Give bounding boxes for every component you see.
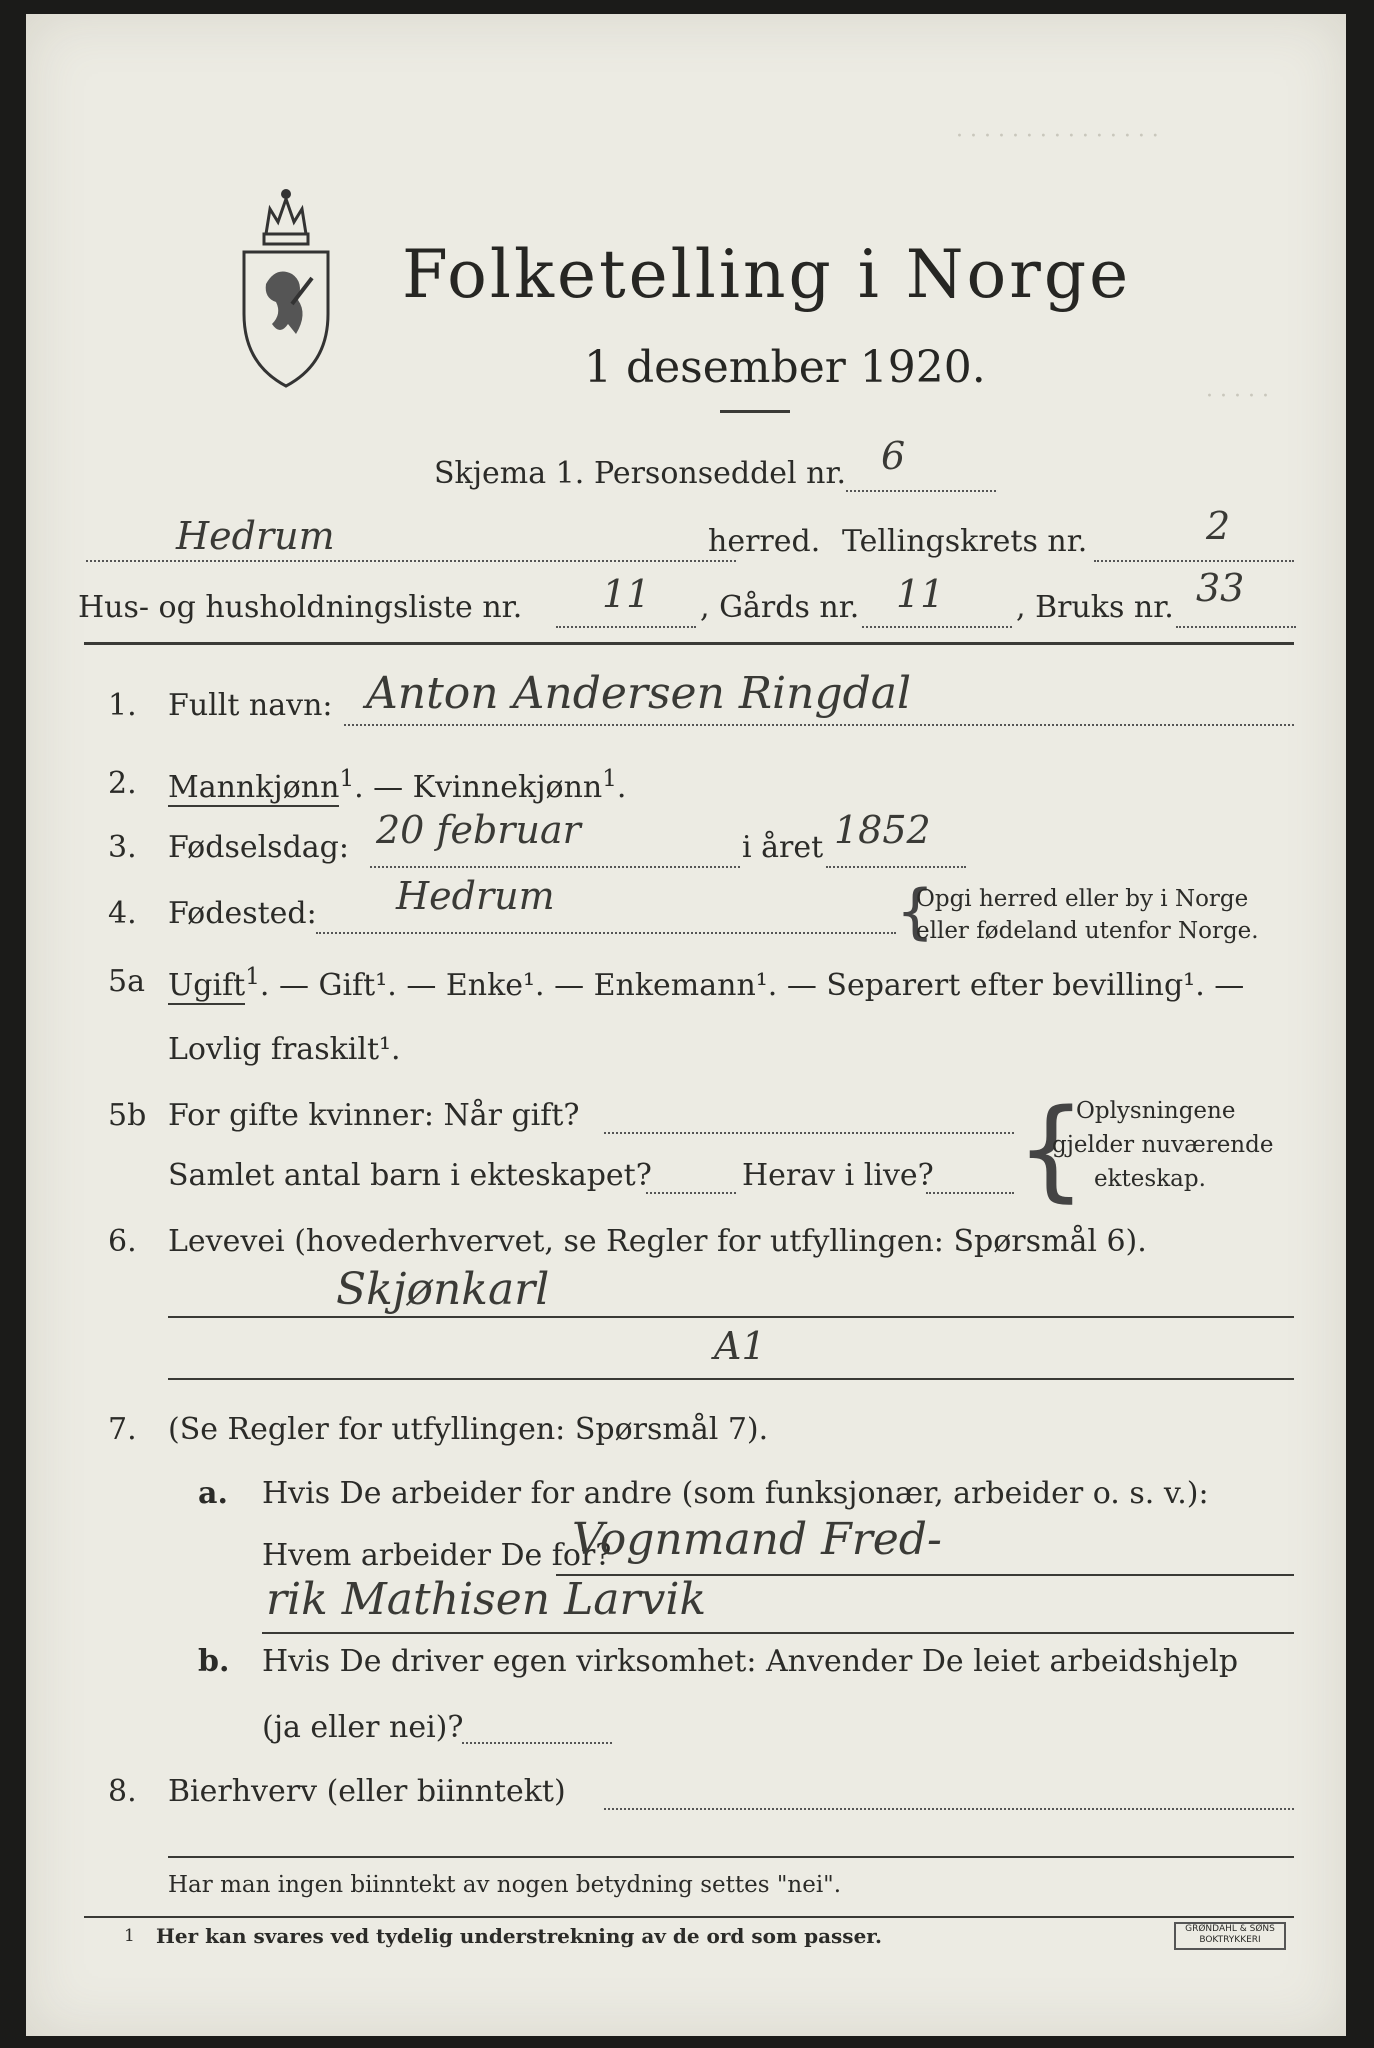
personseddel-label: Personseddel nr. — [594, 456, 847, 491]
herred-line — [86, 560, 736, 562]
bruks-value: 33 — [1196, 566, 1245, 610]
census-form — [26, 14, 1346, 2036]
q7-number: 7. — [108, 1412, 137, 1447]
q7-label: (Se Regler for utfyllingen: Spørsmål 7). — [168, 1412, 769, 1447]
alive-line — [926, 1192, 1014, 1194]
full-name-value: Anton Andersen Ringdal — [366, 668, 912, 719]
census-date: 1 desember 1920. — [584, 342, 986, 393]
married-date-line — [604, 1132, 1014, 1134]
kvinnekjonn-option: . — Kvinnekjønn — [354, 770, 603, 805]
form-title: Folketelling i Norge — [402, 236, 1132, 313]
q7b-text: Hvis De driver egen virksomhet: Anvender De leiet arbeidshjelp — [262, 1644, 1239, 1679]
birthday-line — [370, 866, 740, 868]
q5b-line1: For gifte kvinner: Når gift? — [168, 1098, 580, 1133]
q5b-children-label: Samlet antal barn i ekteskapet? — [168, 1158, 652, 1193]
herred-label: herred. — [708, 524, 821, 559]
q5b-alive-label: Herav i live? — [742, 1158, 934, 1193]
q1-label: Fullt navn: — [168, 688, 333, 723]
ugift-option: Ugift — [168, 968, 246, 1003]
q7b-question: (ja eller nei)? — [262, 1710, 464, 1745]
header-rule — [84, 642, 1294, 645]
tellingskrets-value: 2 — [1206, 504, 1231, 548]
q3-label: Fødselsdag: — [168, 830, 349, 865]
personseddel-value: 6 — [881, 434, 906, 478]
bruks-label: , Bruks nr. — [1016, 590, 1174, 625]
children-line — [646, 1192, 736, 1194]
schema-label: Skjema 1. — [434, 456, 585, 491]
q8-label: Bierhverv (eller biinntekt) — [168, 1774, 566, 1809]
q5b-number: 5b — [108, 1098, 147, 1133]
bleed-through-text: · · · · · — [1206, 384, 1269, 409]
q2-text — [168, 766, 626, 805]
mannkjonn-option: Mannkjønn — [168, 770, 340, 805]
q5a-line2: Lovlig fraskilt¹. — [168, 1032, 401, 1067]
q4-note-line1: Opgi herred eller by i Norge — [916, 886, 1249, 912]
occupation-value: Skjønkarl — [336, 1264, 550, 1315]
no-income-note: Har man ingen biinntekt av nogen betydning settes "nei". — [168, 1872, 842, 1898]
q4-brace: { — [896, 877, 935, 947]
tellingskrets-line — [1094, 560, 1294, 562]
marital-options: . — Gift¹. — Enke¹. — Enkemann¹. — Separert efter bevilling¹. — — [259, 968, 1245, 1003]
q4-number: 4. — [108, 896, 137, 931]
q6-label: Levevei (hovederhvervet, se Regler for utfyllingen: Spørsmål 6). — [168, 1224, 1147, 1259]
occupation-line-2 — [168, 1378, 1294, 1380]
occupation-line — [168, 1316, 1294, 1318]
employer-value-2: rik Mathisen Larvik — [266, 1574, 707, 1625]
q7b-line — [462, 1742, 612, 1744]
q2-period: . — [616, 770, 627, 805]
q2-footnote-mark: 1 — [339, 766, 355, 792]
footnote-text: Her kan svares ved tydelig understrekning av de ord som passer. — [156, 1924, 882, 1948]
q1-number: 1. — [108, 688, 137, 723]
q7b-letter: b. — [198, 1644, 230, 1679]
q4-note-line2: eller fødeland utenfor Norge. — [916, 918, 1259, 944]
employer-line-2 — [262, 1632, 1294, 1634]
printer-stamp-line1: GRØNDAHL & SØNS — [1185, 1924, 1275, 1934]
coat-of-arms-icon — [236, 174, 336, 389]
ugift-footnote-mark: 1 — [245, 964, 260, 990]
birthplace-value: Hedrum — [396, 874, 555, 918]
gards-value: 11 — [896, 572, 945, 616]
tellingskrets-label: Tellingskrets nr. — [842, 524, 1088, 559]
bruks-line — [1176, 626, 1296, 628]
birth-year-value: 1852 — [834, 808, 931, 852]
title-divider — [720, 410, 790, 413]
printer-stamp-line2: BOKTRYKKERI — [1199, 1935, 1261, 1945]
q8-number: 8. — [108, 1774, 137, 1809]
hus-value: 11 — [602, 572, 651, 616]
q5a-number: 5a — [108, 964, 145, 999]
footnote-rule — [84, 1916, 1294, 1918]
q5b-note-line3: ekteskap. — [1094, 1166, 1206, 1192]
footnote-mark: 1 — [124, 1926, 135, 1946]
hus-label: Hus- og husholdningsliste nr. — [78, 590, 523, 625]
herred-value: Hedrum — [176, 514, 335, 558]
gards-line — [862, 626, 1012, 628]
q5b-note-line1: Oplysningene — [1076, 1098, 1236, 1124]
q7a-question: Hvem arbeider De for? — [262, 1538, 612, 1573]
q7a-text: Hvis De arbeider for andre (som funksjonær, arbeider o. s. v.): — [262, 1476, 1209, 1511]
year-line — [826, 866, 966, 868]
gards-label: , Gårds nr. — [700, 590, 860, 625]
q5b-brace: { — [1016, 1085, 1086, 1213]
personseddel-line — [846, 490, 996, 492]
q5b-note-line2: gjelder nuværende — [1052, 1132, 1274, 1158]
birthplace-line — [316, 932, 896, 934]
year-label: i året — [742, 830, 824, 865]
birthday-value: 20 februar — [376, 808, 581, 852]
q6-number: 6. — [108, 1224, 137, 1259]
q1-line — [344, 724, 1294, 726]
employer-value-1: Vognmand Fred- — [572, 1514, 942, 1565]
bleed-through-text: · · · · · · · · · · · · · · · — [956, 124, 1159, 149]
q8-line — [604, 1808, 1294, 1810]
q3-number: 3. — [108, 830, 137, 865]
printer-stamp — [1174, 1922, 1286, 1950]
occupation-code: A1 — [714, 1324, 766, 1368]
hus-line — [556, 626, 696, 628]
q2-number: 2. — [108, 766, 137, 801]
q5a-line1 — [168, 964, 1244, 1003]
q7a-letter: a. — [198, 1476, 228, 1511]
footer-rule — [168, 1856, 1294, 1858]
q4-label: Fødested: — [168, 896, 317, 931]
q2-footnote-mark-2: 1 — [602, 766, 617, 792]
